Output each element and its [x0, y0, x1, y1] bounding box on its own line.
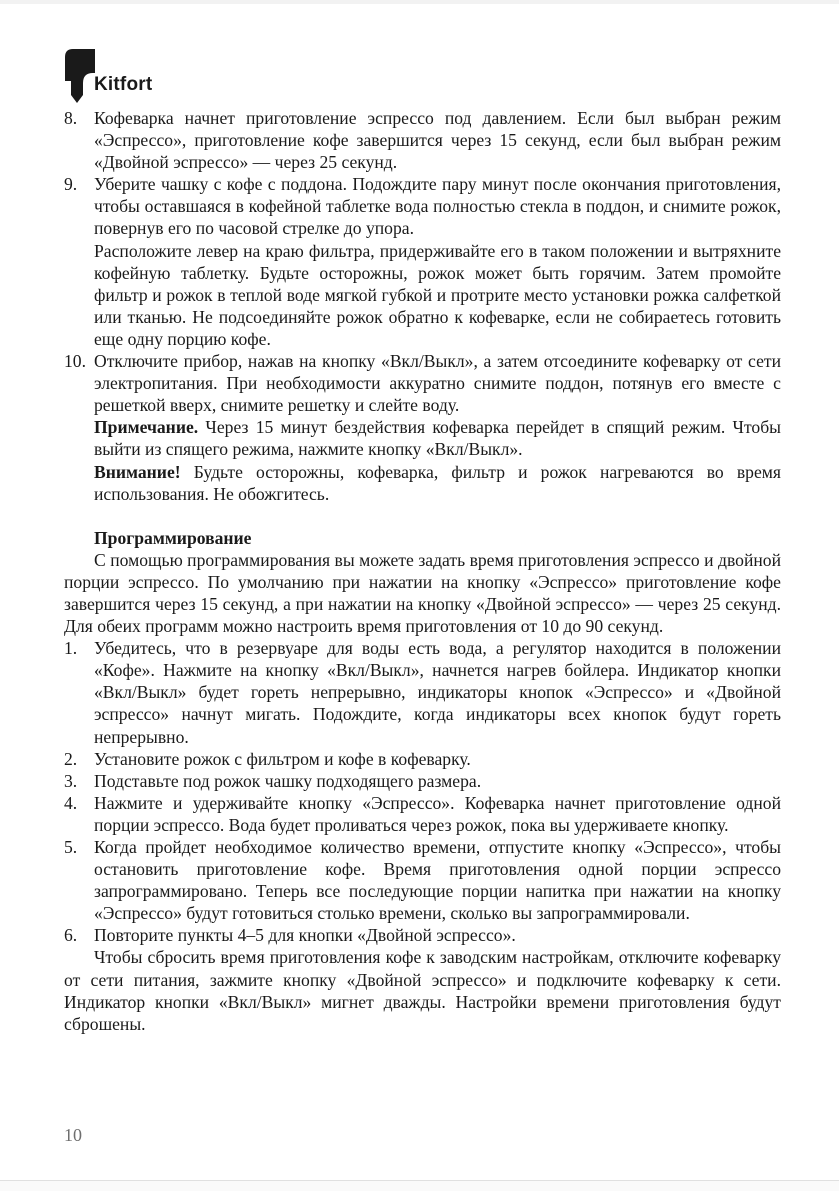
warning-label: Внимание! — [94, 461, 181, 482]
step-text: Подставьте под рожок чашку подходящего размера. — [94, 770, 482, 791]
brand-name: Kitfort — [94, 74, 153, 95]
reset-paragraph: Чтобы сбросить время приготовления кофе к заводским настройкам, отключите кофеварку от сети питания, зажмите кнопку «Двойной эспрессо» и подключите кофеварку к сети. Индикатор кнопки «Вкл/Выкл» мигнет дважды. Настройки времени приготовления будут сброшены. — [64, 947, 781, 1034]
step-number: 5. — [64, 837, 78, 857]
note-paragraph — [64, 416, 781, 460]
step-item — [64, 792, 781, 836]
step-number: 4. — [64, 792, 78, 813]
step-text: Когда пройдет необходимое количество времени, отпустите кнопку «Эспрессо», чтобы остановить приготовление кофе. Время приготовления одной порции эспрессо запрограммировано. Теперь все последующие порции напитка при нажатии на кнопку «Эспрессо» будут готовиться столько времени, сколько вы запрограммировали. — [94, 837, 781, 924]
kitfort-logo-mark-icon — [63, 47, 97, 105]
step-number: 8. — [64, 108, 78, 128]
section-intro: С помощью программирования вы можете задать время приготовления эспрессо и двойной порции эспрессо. По умолчанию при нажатии на кнопку «Эспрессо» приготовление кофе завершится через 15 секунд, а при нажатии на кнопку «Двойной эспрессо» — через 25 секунд. Для обеих программ можно настроить время приготовления от 10 до 90 секунд. — [64, 549, 781, 637]
step-item — [64, 350, 781, 416]
warning-paragraph — [64, 461, 781, 505]
step-number: 2. — [64, 748, 78, 769]
step-text: Повторите пункты 4–5 для кнопки «Двойной эспрессо». — [94, 925, 516, 946]
step-number: 6. — [64, 925, 78, 946]
section-gap — [64, 505, 781, 527]
page-number: 10 — [64, 1125, 82, 1145]
step-text: Убедитесь, что в резервуаре для воды есть вода, а регулятор находится в положении «Кофе». Нажмите на кнопку «Вкл/Выкл», начнется нагрев бойлера. Индикатор кнопки «Вкл/Выкл» будет гореть непрерывно, индикаторы кнопок «Эспрессо» и «Двойной эспрессо» начнут мигать. Подождите, когда индикаторы всех кнопок будут гореть непрерывно. — [94, 638, 781, 747]
step-number: 10. — [64, 351, 86, 372]
step-item — [64, 173, 781, 239]
step-text: Отключите прибор, нажав на кнопку «Вкл/Выкл», а затем отсоедините кофеварку от сети электропитания. При необходимости аккуратно снимите поддон, потянув его вместе с решеткой вверх, снимите решетку и слейте воду. — [94, 351, 781, 416]
step-number: 3. — [64, 770, 78, 791]
step-item — [64, 836, 781, 924]
instructions-content — [64, 107, 781, 1035]
step-item — [64, 107, 781, 173]
step-item — [64, 637, 781, 747]
note-text: Через 15 минут бездействия кофеварка перейдет в спящий режим. Чтобы выйти из спящего режима, нажмите кнопку «Вкл/Выкл». — [94, 417, 781, 460]
step-item — [64, 770, 781, 792]
step-9-continuation: Расположите левер на краю фильтра, придерживайте его в таком положении и вытряхните кофейную таблетку. Будьте осторожны, рожок может быть горячим. Затем промойте фильтр и рожок в теплой воде мягкой губкой и протрите место установки рожка салфеткой или тканью. Не подсоединяйте рожок обратно к кофеварке, если не собираетесь готовить еще одну порцию кофе. — [94, 240, 781, 349]
step-text: Кофеварка начнет приготовление эспрессо под давлением. Если был выбран режим «Эспрессо», приготовление кофе завершится через 15 секунд, если был выбран режим «Двойной эспрессо» — через 25 секунд. — [94, 108, 781, 173]
step-number: 1. — [64, 638, 78, 659]
warning-text: Будьте осторожны, кофеварка, фильтр и рожок нагреваются во время использования. Не обожгитесь. — [94, 461, 781, 504]
page-bottom-edge — [0, 1180, 839, 1191]
step-number: 9. — [64, 174, 78, 195]
step-text: Установите рожок с фильтром и кофе в кофеварку. — [94, 748, 471, 769]
step-item — [64, 924, 781, 946]
step-item — [64, 748, 781, 770]
page-top-edge — [0, 0, 839, 4]
step-text: Уберите чашку с кофе с поддона. Подождите пару минут после окончания приготовления, чтобы оставшаяся в кофейной таблетке вода полностью стекла в поддон, и снимите рожок, повернув его по часовой стрелке до упора. — [94, 174, 781, 239]
step-text: Нажмите и удерживайте кнопку «Эспрессо». Кофеварка начнет приготовление одной порции эспрессо. Вода будет проливаться через рожок, пока вы удерживаете кнопку. — [94, 792, 781, 835]
note-label: Примечание. — [94, 417, 199, 438]
section-title: Программирование — [94, 527, 252, 548]
brand-logo — [63, 47, 163, 105]
